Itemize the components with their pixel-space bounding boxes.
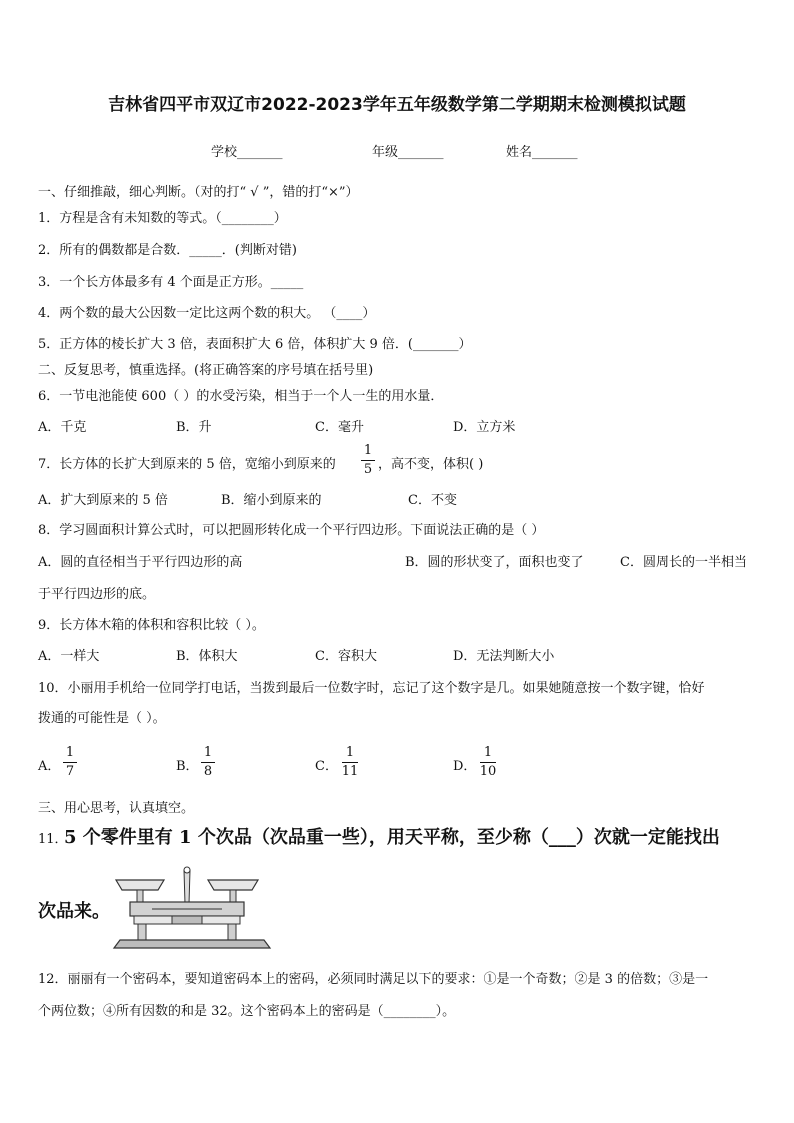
q10-option-b-label: B．	[176, 759, 199, 774]
q10-option-c-label: C．	[315, 759, 338, 774]
q10-d-denominator: 10	[479, 764, 497, 779]
q9-option-c: C．容积大	[315, 649, 377, 664]
q10-c-denominator: 11	[341, 764, 359, 779]
question-11-number: 11．	[38, 832, 68, 847]
question-4: 4．两个数的最大公因数一定比这两个数的积大。 （____）	[38, 306, 376, 321]
q7-fraction-numerator: 1	[363, 443, 373, 458]
fraction-bar	[480, 762, 496, 763]
section-3-heading: 三、用心思考，认真填空。	[38, 801, 195, 816]
question-7-stem-a: 7．长方体的长扩大到原来的 5 倍，宽缩小到原来的	[38, 457, 336, 472]
grade-field: 年级_______	[372, 145, 444, 160]
question-2: 2．所有的偶数都是合数．_____．(判断对错)	[38, 243, 297, 258]
question-12-line2: 个两位数；④所有因数的和是 32。这个密码本上的密码是（________）。	[38, 1004, 456, 1019]
fraction-bar	[342, 762, 358, 763]
name-field: 姓名_______	[506, 145, 578, 160]
section-1-heading: 一、仔细推敲，细心判断。（对的打“ √ ”，错的打“×”）	[38, 185, 359, 200]
q7-option-a: A．扩大到原来的 5 倍	[38, 493, 168, 508]
q7-fraction	[358, 443, 378, 478]
question-11-line1: 5 个零件里有 1 个次品（次品重一些），用天平称，至少称（___）次就一定能找出	[64, 827, 720, 848]
q10-d-numerator: 1	[483, 745, 493, 760]
question-9-stem: 9．长方体木箱的体积和容积比较（ ）。	[38, 618, 265, 633]
question-10-stem-line2: 拨通的可能性是（ ）。	[38, 711, 166, 726]
q7-option-b: B．缩小到原来的	[221, 493, 322, 508]
question-11-line2: 次品来。	[38, 901, 110, 922]
question-3: 3．一个长方体最多有 4 个面是正方形。_____	[38, 275, 304, 290]
q10-b-denominator: 8	[203, 764, 213, 779]
question-12-line1: 12．丽丽有一个密码本，要知道密码本上的密码，必须同时满足以下的要求：①是一个奇数；②是 3 的倍数；③是一	[38, 972, 709, 987]
fraction-bar	[63, 762, 77, 763]
q10-option-d-fraction	[477, 745, 499, 780]
balance-scale-illustration	[112, 864, 272, 950]
question-6-stem: 6．一节电池能使 600（ ）的水受污染，相当于一个人一生的用水量．	[38, 389, 444, 404]
question-5: 5．正方体的棱长扩大 3 倍，表面积扩大 6 倍，体积扩大 9 倍．(_______）	[38, 337, 472, 352]
question-7-stem-b: ，高不变，体积( )	[378, 457, 484, 472]
school-field: 学校_______	[211, 145, 283, 160]
question-1: 1．方程是含有未知数的等式。（________）	[38, 211, 287, 226]
q6-option-c: C．毫升	[315, 420, 364, 435]
q8-option-c-continued: 于平行四边形的底。	[38, 587, 156, 602]
q6-option-d: D．立方米	[453, 420, 516, 435]
section-2-heading: 二、反复思考，慎重选择。(将正确答案的序号填在括号里)	[38, 363, 374, 378]
q10-option-a-label: A．	[38, 759, 61, 774]
q9-option-a: A．一样大	[38, 649, 100, 664]
q8-option-c: C．圆周长的一半相当	[620, 555, 747, 570]
q6-option-b: B．升	[176, 420, 212, 435]
fraction-bar	[361, 460, 375, 461]
question-8-stem: 8．学习圆面积计算公式时，可以把圆形转化成一个平行四边形。下面说法正确的是（ ）	[38, 523, 545, 538]
q9-option-d: D．无法判断大小	[453, 649, 555, 664]
q10-a-numerator: 1	[65, 745, 75, 760]
fraction-bar	[201, 762, 215, 763]
q10-b-numerator: 1	[203, 745, 213, 760]
q10-c-numerator: 1	[345, 745, 355, 760]
q10-a-denominator: 7	[65, 764, 75, 779]
q10-option-d-label: D．	[453, 759, 477, 774]
q6-option-a: A．千克	[38, 420, 87, 435]
question-10-stem-line1: 10．小丽用手机给一位同学打电话，当拨到最后一位数字时，忘记了这个数字是几。如果她随意按一个数字键，恰好	[38, 681, 705, 696]
q9-option-b: B．体积大	[176, 649, 238, 664]
page-title: 吉林省四平市双辽市2022-2023学年五年级数学第二学期期末检测模拟试题	[108, 95, 686, 115]
q8-option-a: A．圆的直径相当于平行四边形的高	[38, 555, 243, 570]
q8-option-b: B．圆的形状变了，面积也变了	[405, 555, 584, 570]
q10-option-b-fraction	[198, 745, 218, 780]
q10-option-a-fraction	[60, 745, 80, 780]
q10-option-c-fraction	[339, 745, 361, 780]
q7-fraction-denominator: 5	[363, 462, 373, 477]
q7-option-c: C．不变	[408, 493, 457, 508]
